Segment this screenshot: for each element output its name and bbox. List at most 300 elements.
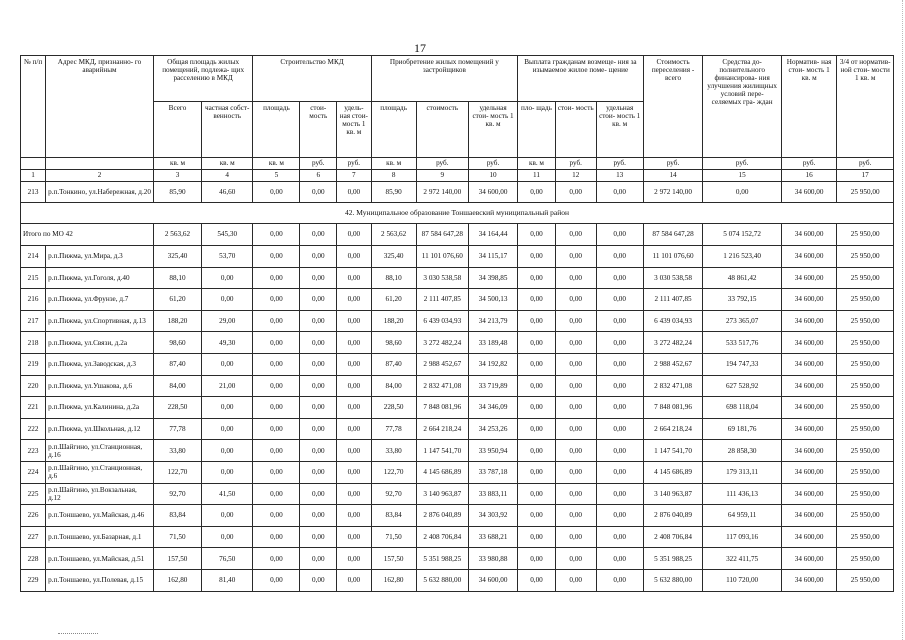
area-total-cell: 33,80 xyxy=(153,440,201,462)
norm-cost-cell: 34 600,00 xyxy=(781,375,836,397)
three-quarters-cell: 25 950,00 xyxy=(837,483,894,505)
column-number: 3 xyxy=(153,170,201,182)
area-private-cell: 0,00 xyxy=(202,353,253,375)
area-total-cell: 228,50 xyxy=(153,397,201,419)
column-number: 1 xyxy=(21,170,46,182)
payout-cost-cell: 0,00 xyxy=(555,397,596,419)
extra-funds-cell: 273 365,07 xyxy=(703,310,782,332)
three-quarters-cell: 25 950,00 xyxy=(837,267,894,289)
purchase-unit-cell: 34 500,13 xyxy=(468,289,517,311)
header-area-total: Всего xyxy=(153,102,201,158)
three-quarters-cell: 25 950,00 xyxy=(837,440,894,462)
extra-funds-cell: 194 747,33 xyxy=(703,353,782,375)
norm-cost-cell: 34 600,00 xyxy=(781,246,836,268)
area-private-cell: 0,00 xyxy=(202,267,253,289)
payout-unit-cell: 0,00 xyxy=(596,246,643,268)
header-address: Адрес МКД, признанно- го аварийным xyxy=(46,56,154,158)
cost-total-cell: 2 988 452,67 xyxy=(643,353,703,375)
build-unit-cell: 0,00 xyxy=(337,548,372,570)
table-row xyxy=(21,418,894,440)
extra-funds-cell: 698 118,04 xyxy=(703,397,782,419)
area-private-cell: 0,00 xyxy=(202,461,253,483)
column-number: 6 xyxy=(300,170,337,182)
build-cost-cell: 0,00 xyxy=(300,440,337,462)
area-private-cell: 81,40 xyxy=(202,569,253,591)
build-area-cell: 0,00 xyxy=(253,332,300,354)
purchase-cost-cell: 7 848 081,96 xyxy=(416,397,468,419)
cost-total-cell: 2 664 218,24 xyxy=(643,418,703,440)
payout-cost-cell: 0,00 xyxy=(555,505,596,527)
norm-cost-cell: 34 600,00 xyxy=(781,483,836,505)
extra-funds-cell: 33 792,15 xyxy=(703,289,782,311)
cost-total-cell: 2 111 407,85 xyxy=(643,289,703,311)
cost-total-cell: 4 145 686,89 xyxy=(643,461,703,483)
area-private-cell: 0,00 xyxy=(202,397,253,419)
extra-funds-cell: 69 181,76 xyxy=(703,418,782,440)
extra-funds-cell: 0,00 xyxy=(703,182,782,203)
area-total-cell: 98,60 xyxy=(153,332,201,354)
table-row xyxy=(21,332,894,354)
build-cost-cell: 0,00 xyxy=(300,246,337,268)
area-total-cell: 162,80 xyxy=(153,569,201,591)
purchase-unit-cell: 34 192,82 xyxy=(468,353,517,375)
extra-funds-cell: 28 858,30 xyxy=(703,440,782,462)
three-quarters-cell: 25 950,00 xyxy=(837,182,894,203)
table-row xyxy=(21,440,894,462)
unit-cell: руб. xyxy=(837,158,894,170)
build-area-cell: 0,00 xyxy=(253,461,300,483)
row-number-cell: 229 xyxy=(21,569,46,591)
cost-total-cell: 87 584 647,28 xyxy=(643,224,703,246)
three-quarters-cell: 25 950,00 xyxy=(837,418,894,440)
norm-cost-cell: 34 600,00 xyxy=(781,548,836,570)
payout-cost-cell: 0,00 xyxy=(555,548,596,570)
table-row xyxy=(21,548,894,570)
build-cost-cell: 0,00 xyxy=(300,224,337,246)
extra-funds-cell: 627 528,92 xyxy=(703,375,782,397)
extra-funds-cell: 48 861,42 xyxy=(703,267,782,289)
payout-cost-cell: 0,00 xyxy=(555,418,596,440)
payout-unit-cell: 0,00 xyxy=(596,375,643,397)
purchase-cost-cell: 11 101 076,60 xyxy=(416,246,468,268)
header-row-groups xyxy=(21,56,894,102)
purchase-unit-cell: 34 213,79 xyxy=(468,310,517,332)
area-total-cell: 83,84 xyxy=(153,505,201,527)
purchase-area-cell: 85,90 xyxy=(371,182,416,203)
header-payout-area: пло- щадь xyxy=(518,102,556,158)
row-address-cell: р.п.Пижма, ул.Ушакова, д.6 xyxy=(46,375,154,397)
payout-unit-cell: 0,00 xyxy=(596,440,643,462)
area-total-cell: 88,10 xyxy=(153,267,201,289)
norm-cost-cell: 34 600,00 xyxy=(781,310,836,332)
area-total-cell: 157,50 xyxy=(153,548,201,570)
unit-cell: кв. м xyxy=(202,158,253,170)
purchase-cost-cell: 1 147 541,70 xyxy=(416,440,468,462)
build-area-cell: 0,00 xyxy=(253,224,300,246)
payout-area-cell: 0,00 xyxy=(518,375,556,397)
column-number: 10 xyxy=(468,170,517,182)
area-total-cell: 84,00 xyxy=(153,375,201,397)
purchase-cost-cell: 2 664 218,24 xyxy=(416,418,468,440)
purchase-unit-cell: 33 688,21 xyxy=(468,526,517,548)
purchase-area-cell: 228,50 xyxy=(371,397,416,419)
purchase-cost-cell: 5 632 880,00 xyxy=(416,569,468,591)
three-quarters-cell: 25 950,00 xyxy=(837,224,894,246)
cost-total-cell: 2 832 471,08 xyxy=(643,375,703,397)
build-unit-cell: 0,00 xyxy=(337,267,372,289)
column-number: 4 xyxy=(202,170,253,182)
purchase-cost-cell: 2 408 706,84 xyxy=(416,526,468,548)
norm-cost-cell: 34 600,00 xyxy=(781,353,836,375)
table-row xyxy=(21,289,894,311)
payout-area-cell: 0,00 xyxy=(518,461,556,483)
column-number: 5 xyxy=(253,170,300,182)
column-number: 2 xyxy=(46,170,154,182)
column-number: 9 xyxy=(416,170,468,182)
row-address-cell: р.п.Шайгино, ул.Вокзальная, д.12 xyxy=(46,483,154,505)
payout-cost-cell: 0,00 xyxy=(555,267,596,289)
unit-cell: кв. м xyxy=(371,158,416,170)
area-total-cell: 87,40 xyxy=(153,353,201,375)
unit-cell: руб. xyxy=(300,158,337,170)
header-area-private: частная собст- венность xyxy=(202,102,253,158)
table-row xyxy=(21,569,894,591)
cost-total-cell: 11 101 076,60 xyxy=(643,246,703,268)
payout-area-cell: 0,00 xyxy=(518,569,556,591)
build-cost-cell: 0,00 xyxy=(300,569,337,591)
table-row xyxy=(21,246,894,268)
total-label-cell: Итого по МО 42 xyxy=(21,224,154,246)
header-cost-total: Стоимость переселения - всего xyxy=(643,56,703,158)
area-private-cell: 0,00 xyxy=(202,505,253,527)
unit-cell: кв. м xyxy=(153,158,201,170)
section-title: 42. Муниципальное образование Тоншаевский муниципальный район xyxy=(21,203,894,224)
cost-total-cell: 3 140 963,87 xyxy=(643,483,703,505)
area-private-cell: 21,00 xyxy=(202,375,253,397)
payout-unit-cell: 0,00 xyxy=(596,505,643,527)
payout-unit-cell: 0,00 xyxy=(596,310,643,332)
build-area-cell: 0,00 xyxy=(253,310,300,332)
row-address-cell: р.п.Пижма, ул.Спортивная, д.13 xyxy=(46,310,154,332)
build-cost-cell: 0,00 xyxy=(300,375,337,397)
payout-unit-cell: 0,00 xyxy=(596,182,643,203)
purchase-unit-cell: 33 189,48 xyxy=(468,332,517,354)
column-number: 11 xyxy=(518,170,556,182)
extra-funds-cell: 64 959,11 xyxy=(703,505,782,527)
purchase-cost-cell: 6 439 034,93 xyxy=(416,310,468,332)
purchase-cost-cell: 4 145 686,89 xyxy=(416,461,468,483)
header-purchase-group: Приобретение жилых помещений у застройщиков xyxy=(371,56,518,102)
norm-cost-cell: 34 600,00 xyxy=(781,289,836,311)
build-unit-cell: 0,00 xyxy=(337,289,372,311)
header-payout-cost: стои- мость xyxy=(555,102,596,158)
column-number: 16 xyxy=(781,170,836,182)
build-cost-cell: 0,00 xyxy=(300,526,337,548)
build-unit-cell: 0,00 xyxy=(337,182,372,203)
area-total-cell: 71,50 xyxy=(153,526,201,548)
build-area-cell: 0,00 xyxy=(253,353,300,375)
purchase-unit-cell: 33 950,94 xyxy=(468,440,517,462)
payout-area-cell: 0,00 xyxy=(518,289,556,311)
build-area-cell: 0,00 xyxy=(253,397,300,419)
three-quarters-cell: 25 950,00 xyxy=(837,353,894,375)
column-number: 7 xyxy=(337,170,372,182)
purchase-area-cell: 157,50 xyxy=(371,548,416,570)
build-area-cell: 0,00 xyxy=(253,505,300,527)
payout-area-cell: 0,00 xyxy=(518,246,556,268)
build-cost-cell: 0,00 xyxy=(300,267,337,289)
purchase-area-cell: 88,10 xyxy=(371,267,416,289)
cost-total-cell: 2 876 040,89 xyxy=(643,505,703,527)
payout-cost-cell: 0,00 xyxy=(555,569,596,591)
cost-total-cell: 2 972 140,00 xyxy=(643,182,703,203)
area-total-cell: 92,70 xyxy=(153,483,201,505)
cost-total-cell: 6 439 034,93 xyxy=(643,310,703,332)
section-header-row xyxy=(21,203,894,224)
three-quarters-cell: 25 950,00 xyxy=(837,397,894,419)
row-number-cell: 216 xyxy=(21,289,46,311)
payout-unit-cell: 0,00 xyxy=(596,483,643,505)
payout-area-cell: 0,00 xyxy=(518,418,556,440)
row-number-cell: 219 xyxy=(21,353,46,375)
row-number-cell: 227 xyxy=(21,526,46,548)
payout-area-cell: 0,00 xyxy=(518,353,556,375)
unit-cell: кв. м xyxy=(518,158,556,170)
build-unit-cell: 0,00 xyxy=(337,246,372,268)
area-total-cell: 85,90 xyxy=(153,182,201,203)
build-unit-cell: 0,00 xyxy=(337,569,372,591)
area-private-cell: 41,50 xyxy=(202,483,253,505)
row-address-cell: р.п.Тоншаево, ул.Базарная, д.1 xyxy=(46,526,154,548)
build-area-cell: 0,00 xyxy=(253,483,300,505)
three-quarters-cell: 25 950,00 xyxy=(837,526,894,548)
row-address-cell: р.п.Тоншаево, ул.Майская, д.46 xyxy=(46,505,154,527)
payout-area-cell: 0,00 xyxy=(518,224,556,246)
build-unit-cell: 0,00 xyxy=(337,461,372,483)
purchase-cost-cell: 3 030 538,58 xyxy=(416,267,468,289)
build-unit-cell: 0,00 xyxy=(337,375,372,397)
payout-unit-cell: 0,00 xyxy=(596,332,643,354)
build-area-cell: 0,00 xyxy=(253,182,300,203)
purchase-unit-cell: 33 980,88 xyxy=(468,548,517,570)
build-area-cell: 0,00 xyxy=(253,267,300,289)
payout-area-cell: 0,00 xyxy=(518,526,556,548)
header-payout-group: Выплата гражданам возмеще- ния за изымаемое жилое поме- щение xyxy=(518,56,644,102)
area-total-cell: 2 563,62 xyxy=(153,224,201,246)
column-number: 8 xyxy=(371,170,416,182)
build-cost-cell: 0,00 xyxy=(300,182,337,203)
payout-cost-cell: 0,00 xyxy=(555,483,596,505)
row-address-cell: р.п.Тонкино, ул.Набережная, д.20 xyxy=(46,182,154,203)
norm-cost-cell: 34 600,00 xyxy=(781,397,836,419)
norm-cost-cell: 34 600,00 xyxy=(781,569,836,591)
column-number: 17 xyxy=(837,170,894,182)
purchase-unit-cell: 34 600,00 xyxy=(468,182,517,203)
purchase-cost-cell: 2 988 452,67 xyxy=(416,353,468,375)
extra-funds-cell: 111 436,13 xyxy=(703,483,782,505)
area-total-cell: 188,20 xyxy=(153,310,201,332)
purchase-cost-cell: 3 272 482,24 xyxy=(416,332,468,354)
table-row xyxy=(21,182,894,203)
payout-area-cell: 0,00 xyxy=(518,310,556,332)
column-number: 13 xyxy=(596,170,643,182)
header-build-unit: удель- ная стои- мость 1 кв. м xyxy=(337,102,372,158)
payout-unit-cell: 0,00 xyxy=(596,418,643,440)
table-row xyxy=(21,353,894,375)
total-row xyxy=(21,224,894,246)
row-number-cell: 223 xyxy=(21,440,46,462)
payout-unit-cell: 0,00 xyxy=(596,267,643,289)
header-purchase-cost: стоимость xyxy=(416,102,468,158)
payout-cost-cell: 0,00 xyxy=(555,353,596,375)
units-row xyxy=(21,158,894,170)
page-number: 17 xyxy=(414,41,426,55)
table-row xyxy=(21,483,894,505)
three-quarters-cell: 25 950,00 xyxy=(837,310,894,332)
build-unit-cell: 0,00 xyxy=(337,397,372,419)
purchase-area-cell: 92,70 xyxy=(371,483,416,505)
purchase-unit-cell: 34 398,85 xyxy=(468,267,517,289)
build-unit-cell: 0,00 xyxy=(337,418,372,440)
column-numbers-row xyxy=(21,170,894,182)
payout-cost-cell: 0,00 xyxy=(555,182,596,203)
extra-funds-cell: 179 313,11 xyxy=(703,461,782,483)
row-address-cell: р.п.Пижма, ул.Школьная, д.12 xyxy=(46,418,154,440)
cost-total-cell: 7 848 081,96 xyxy=(643,397,703,419)
unit-cell: руб. xyxy=(337,158,372,170)
build-unit-cell: 0,00 xyxy=(337,440,372,462)
build-cost-cell: 0,00 xyxy=(300,461,337,483)
three-quarters-cell: 25 950,00 xyxy=(837,246,894,268)
row-number-cell: 222 xyxy=(21,418,46,440)
area-private-cell: 0,00 xyxy=(202,526,253,548)
area-private-cell: 46,60 xyxy=(202,182,253,203)
payout-area-cell: 0,00 xyxy=(518,332,556,354)
payout-unit-cell: 0,00 xyxy=(596,461,643,483)
table-row xyxy=(21,310,894,332)
build-area-cell: 0,00 xyxy=(253,548,300,570)
build-cost-cell: 0,00 xyxy=(300,310,337,332)
area-total-cell: 325,40 xyxy=(153,246,201,268)
row-number-cell: 215 xyxy=(21,267,46,289)
purchase-area-cell: 122,70 xyxy=(371,461,416,483)
build-cost-cell: 0,00 xyxy=(300,548,337,570)
build-cost-cell: 0,00 xyxy=(300,289,337,311)
build-cost-cell: 0,00 xyxy=(300,397,337,419)
table-row xyxy=(21,397,894,419)
build-cost-cell: 0,00 xyxy=(300,505,337,527)
row-number-cell: 214 xyxy=(21,246,46,268)
payout-unit-cell: 0,00 xyxy=(596,569,643,591)
unit-cell: кв. м xyxy=(253,158,300,170)
unit-cell: руб. xyxy=(468,158,517,170)
three-quarters-cell: 25 950,00 xyxy=(837,548,894,570)
purchase-area-cell: 71,50 xyxy=(371,526,416,548)
norm-cost-cell: 34 600,00 xyxy=(781,505,836,527)
purchase-unit-cell: 34 303,92 xyxy=(468,505,517,527)
header-build-area: площадь xyxy=(253,102,300,158)
build-unit-cell: 0,00 xyxy=(337,310,372,332)
payout-area-cell: 0,00 xyxy=(518,267,556,289)
unit-cell: руб. xyxy=(555,158,596,170)
norm-cost-cell: 34 600,00 xyxy=(781,526,836,548)
norm-cost-cell: 34 600,00 xyxy=(781,418,836,440)
unit-cell: руб. xyxy=(781,158,836,170)
payout-area-cell: 0,00 xyxy=(518,182,556,203)
purchase-unit-cell: 34 164,44 xyxy=(468,224,517,246)
extra-funds-cell: 533 517,76 xyxy=(703,332,782,354)
row-number-cell: 217 xyxy=(21,310,46,332)
payout-area-cell: 0,00 xyxy=(518,397,556,419)
area-total-cell: 61,20 xyxy=(153,289,201,311)
area-total-cell: 122,70 xyxy=(153,461,201,483)
row-number-cell: 226 xyxy=(21,505,46,527)
purchase-cost-cell: 2 876 040,89 xyxy=(416,505,468,527)
build-unit-cell: 0,00 xyxy=(337,505,372,527)
build-area-cell: 0,00 xyxy=(253,526,300,548)
row-number-cell: 228 xyxy=(21,548,46,570)
purchase-cost-cell: 2 832 471,08 xyxy=(416,375,468,397)
payout-cost-cell: 0,00 xyxy=(555,375,596,397)
build-area-cell: 0,00 xyxy=(253,440,300,462)
purchase-area-cell: 87,40 xyxy=(371,353,416,375)
purchase-unit-cell: 34 253,26 xyxy=(468,418,517,440)
purchase-area-cell: 98,60 xyxy=(371,332,416,354)
header-no: № п/п xyxy=(21,56,46,158)
payout-unit-cell: 0,00 xyxy=(596,353,643,375)
payout-area-cell: 0,00 xyxy=(518,483,556,505)
purchase-area-cell: 325,40 xyxy=(371,246,416,268)
payout-cost-cell: 0,00 xyxy=(555,461,596,483)
header-purchase-unit: удельная стои- мость 1 кв. м xyxy=(468,102,517,158)
payout-area-cell: 0,00 xyxy=(518,505,556,527)
purchase-area-cell: 84,00 xyxy=(371,375,416,397)
column-number: 14 xyxy=(643,170,703,182)
build-unit-cell: 0,00 xyxy=(337,224,372,246)
payout-unit-cell: 0,00 xyxy=(596,289,643,311)
payout-cost-cell: 0,00 xyxy=(555,289,596,311)
row-address-cell: р.п.Пижма, ул.Фрунзе, д.7 xyxy=(46,289,154,311)
build-unit-cell: 0,00 xyxy=(337,526,372,548)
payout-unit-cell: 0,00 xyxy=(596,224,643,246)
three-quarters-cell: 25 950,00 xyxy=(837,505,894,527)
norm-cost-cell: 34 600,00 xyxy=(781,224,836,246)
build-cost-cell: 0,00 xyxy=(300,353,337,375)
page-edge-rule xyxy=(902,0,903,640)
row-address-cell: р.п.Пижма, ул.Мира, д.3 xyxy=(46,246,154,268)
purchase-unit-cell: 34 115,17 xyxy=(468,246,517,268)
build-area-cell: 0,00 xyxy=(253,375,300,397)
purchase-area-cell: 162,80 xyxy=(371,569,416,591)
header-build-cost: стои- мость xyxy=(300,102,337,158)
row-number-cell: 224 xyxy=(21,461,46,483)
purchase-cost-cell: 2 111 407,85 xyxy=(416,289,468,311)
purchase-unit-cell: 33 719,89 xyxy=(468,375,517,397)
norm-cost-cell: 34 600,00 xyxy=(781,440,836,462)
area-private-cell: 0,00 xyxy=(202,289,253,311)
row-address-cell: р.п.Пижма, ул.Калинина, д.2а xyxy=(46,397,154,419)
cost-total-cell: 1 147 541,70 xyxy=(643,440,703,462)
build-unit-cell: 0,00 xyxy=(337,483,372,505)
area-private-cell: 29,00 xyxy=(202,310,253,332)
table-row xyxy=(21,375,894,397)
purchase-area-cell: 61,20 xyxy=(371,289,416,311)
purchase-unit-cell: 34 346,09 xyxy=(468,397,517,419)
purchase-area-cell: 83,84 xyxy=(371,505,416,527)
area-private-cell: 545,30 xyxy=(202,224,253,246)
area-total-cell: 77,78 xyxy=(153,418,201,440)
build-area-cell: 0,00 xyxy=(253,569,300,591)
